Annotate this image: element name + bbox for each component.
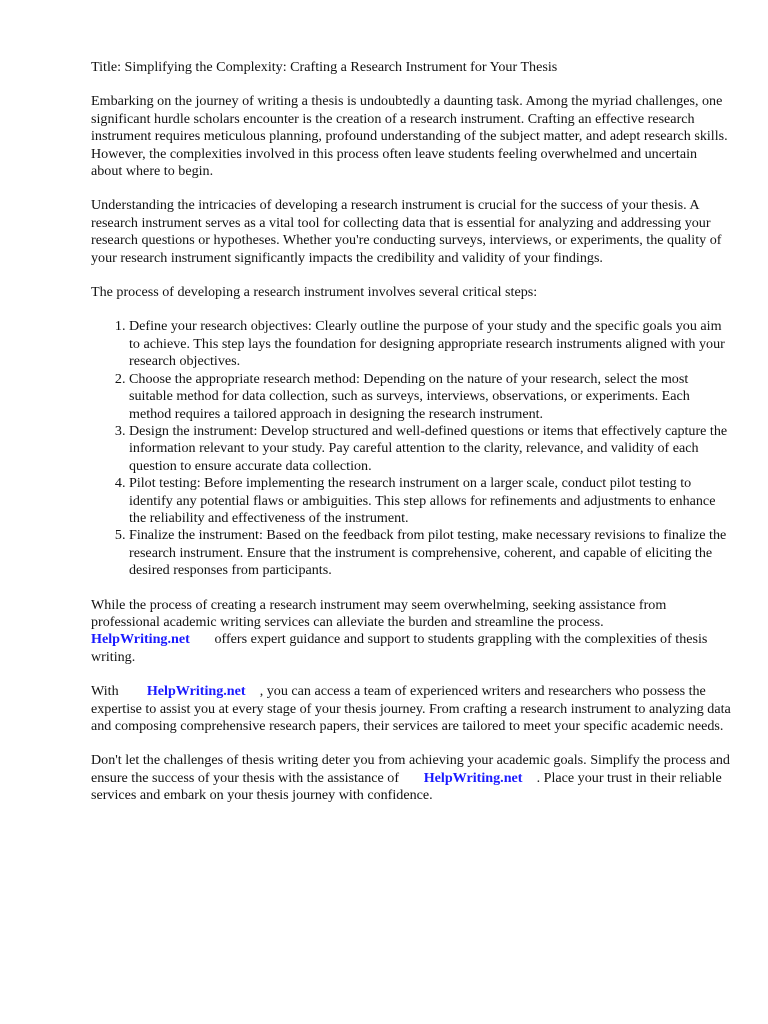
assistance-paragraph [91, 597, 731, 667]
helpwriting-link[interactable]: HelpWriting.net [146, 683, 246, 700]
closing-text-after: . Place your trust in their reliable services and embark on your thesis journey with confidence. [91, 769, 722, 804]
step-item: 2. Choose the appropriate research method: Depending on the nature of your research, select the most suitable method for data collection, such as surveys, interviews, observations, or experiments. Each method requires a tailored approach in designing the research instrument. [129, 371, 731, 423]
closing-paragraph [91, 752, 731, 804]
step-item: 4. Pilot testing: Before implementing the research instrument on a larger scale, conduct pilot testing to identify any potential flaws or ambiguities. This step allows for refinements and adjustments to enhance the reliability and effectiveness of the instrument. [129, 475, 731, 527]
document-page [91, 59, 731, 822]
step-item: 1. Define your research objectives: Clearly outline the purpose of your study and the specific goals you aim to achieve. This step lays the foundation for designing appropriate research instruments aligned with your research objectives. [129, 318, 731, 370]
assistance-text-after: offers expert guidance and support to students grappling with the complexities of thesis writing. [91, 631, 708, 665]
intro-paragraph: Embarking on the journey of writing a thesis is undoubtedly a daunting task. Among the myriad challenges, one significant hurdle scholars encounter is the creation of a research instrument. Crafting an effective research instrument requires meticulous planning, profound understanding of the subject matter, and adept research skills. However, the complexities involved in this process often leave students feeling overwhelmed and uncertain about where to begin. [91, 93, 728, 180]
helpwriting-link[interactable]: HelpWriting.net [91, 631, 190, 648]
with-paragraph [91, 683, 731, 735]
step-item: 3. Design the instrument: Develop structured and well-defined questions or items that effectively capture the information relevant to your study. Pay careful attention to the clarity, relevance, and validity of each question to ensure accurate data collection. [129, 423, 731, 475]
helpwriting-link[interactable]: HelpWriting.net [423, 769, 523, 786]
step-item: 5. Finalize the instrument: Based on the feedback from pilot testing, make necessary revisions to finalize the research instrument. Ensure that the instrument is comprehensive, coherent, and capable of eliciting the desired responses from participants. [129, 527, 731, 579]
with-text-after: , you can access a team of experienced writers and researchers who possess the expertise to assist you at every stage of your thesis journey. From crafting a research instrument to analyzing data and composing comprehensive research papers, their services are tailored to meet your specific academic needs. [91, 683, 731, 734]
with-text-before: With [91, 683, 119, 700]
document-title: Title: Simplifying the Complexity: Crafting a Research Instrument for Your Thesis [91, 59, 558, 75]
understanding-paragraph: Understanding the intricacies of developing a research instrument is crucial for the success of your thesis. A research instrument serves as a vital tool for collecting data that is essential for analyzing and addressing your research questions or hypotheses. Whether you're conducting surveys, interviews, or experiments, the quality of your research instrument significantly impacts the credibility and validity of your findings. [91, 197, 722, 266]
assistance-text-before: While the process of creating a research instrument may seem overwhelming, seeking assistance from professional academic writing services can alleviate the burden and streamline the process. [91, 596, 667, 630]
steps-list [91, 318, 731, 579]
closing-text-before: Don't let the challenges of thesis writing deter you from achieving your academic goals. Simplify the process and ensure the success of your thesis with the assistance of [91, 752, 730, 786]
process-intro-paragraph: The process of developing a research instrument involves several critical steps: [91, 284, 538, 301]
